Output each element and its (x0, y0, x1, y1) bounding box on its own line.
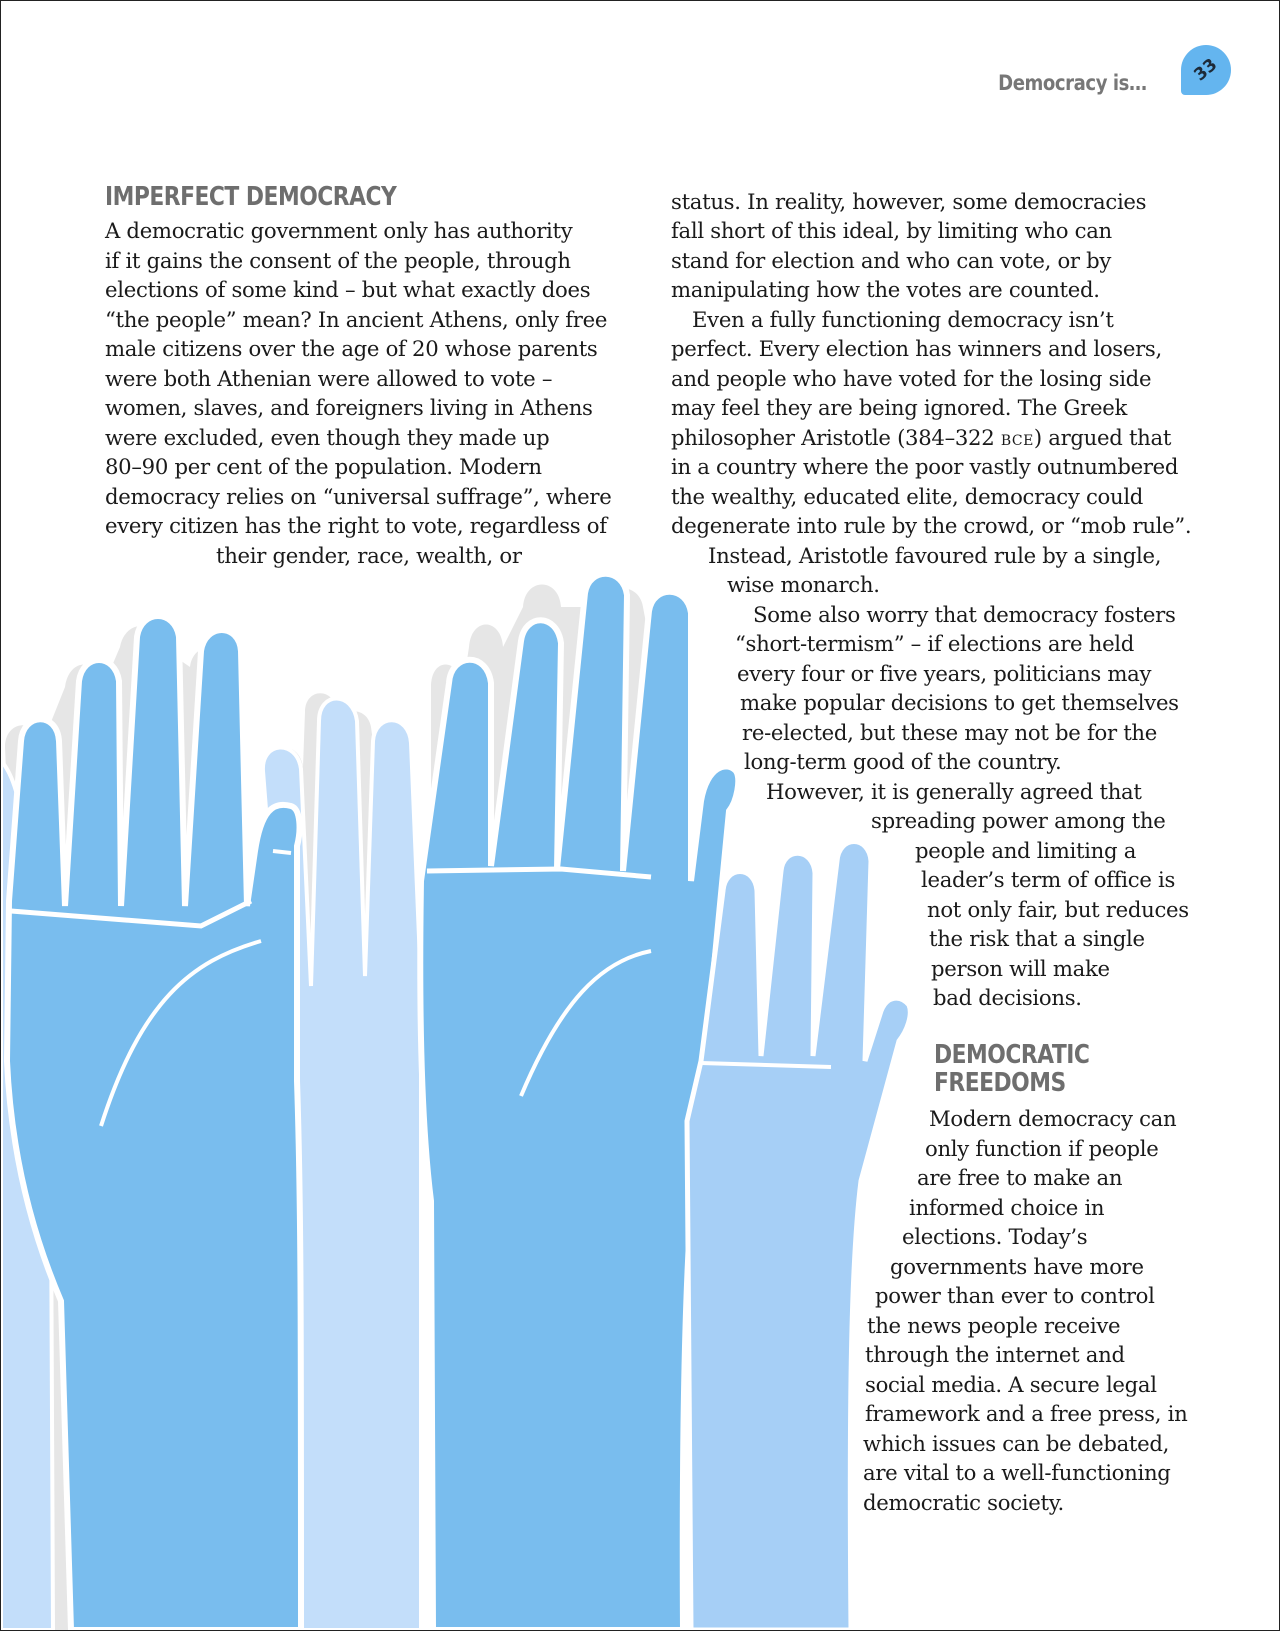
body-line: fall short of this ideal, by limiting who can (671, 218, 1112, 243)
body-line: women, slaves, and foreigners living in Athens (105, 395, 593, 420)
body-line: Even a fully functioning democracy isn’t (692, 307, 1114, 332)
body-line: were excluded, even though they made up (105, 425, 550, 450)
page-number: 33 (1190, 54, 1222, 86)
body-line: status. In reality, however, some democracies (671, 189, 1147, 214)
body-line: perfect. Every election has winners and losers, (671, 336, 1162, 361)
body-line: only function if people (925, 1136, 1159, 1161)
body-line: framework and a free press, in (865, 1401, 1188, 1426)
body-line: social media. A secure legal (865, 1372, 1157, 1397)
body-line: are free to make an (917, 1165, 1123, 1190)
body-line: the risk that a single (929, 926, 1145, 951)
body-line: every citizen has the right to vote, regardless of (105, 513, 607, 538)
body-line: “the people” mean? In ancient Athens, only free (105, 307, 608, 332)
body-line: every four or five years, politicians may (737, 661, 1152, 686)
body-line: stand for election and who can vote, or by (671, 248, 1112, 273)
page-number-badge (1181, 45, 1231, 95)
body-line: Instead, Aristotle favoured rule by a single, (708, 543, 1162, 568)
body-line: may feel they are being ignored. The Greek (671, 395, 1127, 420)
body-line: the wealthy, educated elite, democracy could (671, 484, 1144, 509)
body-line: male citizens over the age of 20 whose parents (105, 336, 598, 361)
body-line: 80–90 per cent of the population. Modern (105, 454, 542, 479)
body-line: philosopher Aristotle (384–322 BCE) argued that (671, 425, 1172, 450)
body-line: long-term good of the country. (744, 749, 1062, 774)
body-line: spreading power among the (871, 808, 1166, 833)
body-line: their gender, race, wealth, or (216, 543, 522, 568)
body-line: democratic society. (863, 1490, 1064, 1515)
body-line: wise monarch. (727, 572, 880, 597)
body-line: Modern democracy can (929, 1106, 1177, 1131)
body-line: not only fair, but reduces (927, 897, 1189, 922)
running-title: Democracy is… (998, 71, 1147, 95)
body-line: through the internet and (865, 1342, 1125, 1367)
body-line: Some also worry that democracy fosters (753, 602, 1176, 627)
body-line: if it gains the consent of the people, through (105, 248, 571, 273)
body-line: were both Athenian were allowed to vote – (105, 366, 553, 391)
body-line: the news people receive (867, 1313, 1121, 1338)
body-line: democracy relies on “universal suffrage”, where (105, 484, 612, 509)
body-line: in a country where the poor vastly outnumbered (671, 454, 1179, 479)
heading-imperfect-democracy: IMPERFECT DEMOCRACY (105, 182, 397, 212)
body-line: bad decisions. (933, 985, 1082, 1010)
body-line: leader’s term of office is (921, 867, 1176, 892)
body-line: However, it is generally agreed that (766, 779, 1142, 804)
body-line: make popular decisions to get themselves (740, 690, 1179, 715)
body-line: manipulating how the votes are counted. (671, 277, 1100, 302)
body-line: person will make (931, 956, 1110, 981)
body-line: “short-termism” – if elections are held (735, 631, 1135, 656)
heading-democratic-freedoms: DEMOCRATIC FREEDOMS (934, 1040, 1090, 1098)
body-line: re-elected, but these may not be for the (742, 720, 1158, 745)
body-line: informed choice in (909, 1195, 1105, 1220)
body-line: power than ever to control (875, 1283, 1155, 1308)
body-line: A democratic government only has authority (105, 218, 573, 243)
body-line: degenerate into rule by the crowd, or “mob rule”. (671, 513, 1192, 538)
body-line: are vital to a well-functioning (863, 1460, 1171, 1485)
body-line: people and limiting a (915, 838, 1137, 863)
body-line: and people who have voted for the losing side (671, 366, 1152, 391)
body-line: elections of some kind – but what exactly does (105, 277, 591, 302)
body-line: elections. Today’s (902, 1224, 1088, 1249)
body-line: governments have more (890, 1254, 1144, 1279)
body-line: which issues can be debated, (863, 1431, 1170, 1456)
